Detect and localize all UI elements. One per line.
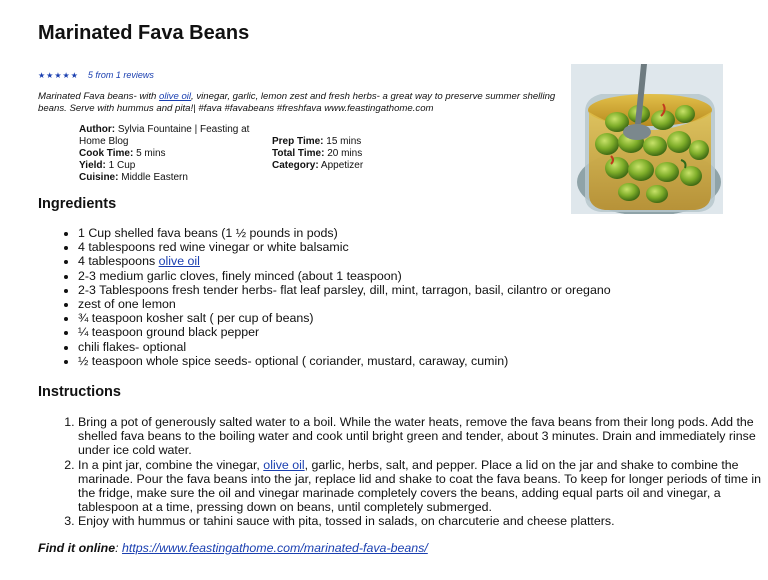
fava-beans-photo bbox=[571, 64, 723, 214]
recipe-description bbox=[38, 91, 558, 115]
jar-photo-icon bbox=[571, 64, 723, 214]
description-text-b: , vinegar, garlic, lemon zest and fresh herbs- a great way to preserve summer shelling beans. Serve with hummus and pita!| #fava #favabeans #freshfava www.feastingathome.com bbox=[38, 91, 556, 114]
ingredient-item: • 4 tablespoons red wine vinegar or white balsamic bbox=[78, 240, 738, 254]
find-online-separator: : bbox=[115, 541, 122, 555]
prep-time-label: Prep Time: bbox=[272, 136, 324, 147]
find-online-label: Find it online bbox=[38, 541, 116, 555]
total-time-label: Total Time: bbox=[272, 148, 325, 159]
yield-label: Yield: bbox=[79, 160, 106, 171]
ingredient-item: • zest of one lemon bbox=[78, 297, 738, 311]
rating-text: 5 from 1 reviews bbox=[87, 70, 154, 80]
instruction-text-b: , garlic, herbs, salt, and pepper. Place a lid on the jar and shake to combine the marinade. Pour the fava beans into the jar, replace lid and shake to coat the fava beans. To keep for longer periods of time in the fridge, make sure the oil and vinegar marinade completely covers the beans, adding equal parts oil and vinegar, a tablespoon at a time, pressing down on beans, until completely submerged. bbox=[78, 457, 762, 515]
instruction-step: 3. Enjoy with hummus or tahini sauce with pita, tossed in salads, on charcuterie and cheese platters. bbox=[78, 514, 768, 528]
yield-value: 1 Cup bbox=[108, 160, 136, 171]
ingredient-item: • ¾ teaspoon kosher salt ( per cup of beans) bbox=[78, 311, 738, 325]
ingredient-item: • chili flakes- optional bbox=[78, 340, 738, 354]
cook-time-label: Cook Time: bbox=[79, 148, 134, 159]
cuisine-value: Middle Eastern bbox=[121, 172, 188, 183]
author-row bbox=[79, 124, 264, 148]
instruction-text-a: In a pint jar, combine the vinegar, bbox=[78, 457, 264, 472]
cook-time-row bbox=[79, 148, 264, 160]
ingredient-item: • ½ teaspoon whole spice seeds- optional ( coriander, mustard, caraway, cumin) bbox=[78, 354, 738, 368]
find-it-online bbox=[38, 541, 428, 555]
category-label: Category: bbox=[272, 160, 319, 171]
ingredients-heading: Ingredients bbox=[38, 196, 117, 212]
star-icon: ★ bbox=[70, 70, 78, 80]
rating bbox=[38, 70, 154, 80]
olive-oil-link[interactable]: olive oil bbox=[158, 254, 200, 269]
recipe-meta-left bbox=[79, 124, 264, 184]
ingredient-item: • 2-3 medium garlic cloves, finely minced (about 1 teaspoon) bbox=[78, 269, 738, 283]
ingredient-text: 4 tablespoons bbox=[78, 254, 159, 269]
ingredient-item: • 1 Cup shelled fava beans (1 ½ pounds in pods) bbox=[78, 226, 738, 240]
instruction-step bbox=[78, 458, 768, 515]
cook-time-value: 5 mins bbox=[136, 148, 166, 159]
description-text-a: Marinated Fava beans- with bbox=[38, 91, 160, 102]
prep-time-row bbox=[272, 136, 472, 148]
yield-row bbox=[79, 160, 264, 172]
author-label: Author: bbox=[79, 124, 116, 135]
instructions-list bbox=[38, 415, 768, 529]
ingredient-item: • ¼ teaspoon ground black pepper bbox=[78, 325, 738, 339]
total-time-row bbox=[272, 148, 472, 160]
recipe-meta-right bbox=[272, 136, 472, 172]
recipe-url-link[interactable]: https://www.feastingathome.com/marinated-fava-beans/ bbox=[121, 541, 428, 555]
category-row bbox=[272, 160, 472, 172]
instruction-step: 1. Bring a pot of generously salted water to a boil. While the water heats, remove the fava beans from their long pods. Add the shelled fava beans to the boiling water and cook until bright green and tender, about 3 minutes. Drain and immediately rinse under ice cold water. bbox=[78, 415, 768, 458]
cuisine-label: Cuisine: bbox=[79, 172, 119, 183]
instructions-heading: Instructions bbox=[38, 384, 121, 400]
ingredients-list bbox=[38, 226, 738, 368]
cuisine-row bbox=[79, 172, 264, 184]
prep-time-value: 15 mins bbox=[326, 136, 362, 147]
recipe-title: Marinated Fava Beans bbox=[38, 22, 250, 44]
olive-oil-link[interactable]: olive oil bbox=[263, 457, 305, 472]
star-icon: ★ bbox=[46, 70, 54, 80]
olive-oil-link[interactable]: olive oil bbox=[159, 91, 192, 102]
total-time-value: 20 mins bbox=[327, 148, 363, 159]
ingredient-item: • 2-3 Tablespoons fresh tender herbs- flat leaf parsley, dill, mint, tarragon, basil, cilantro or oregano bbox=[78, 283, 738, 297]
rating-stars[interactable] bbox=[38, 71, 78, 80]
star-icon: ★ bbox=[62, 70, 70, 80]
star-icon: ★ bbox=[54, 70, 62, 80]
ingredient-item bbox=[78, 254, 738, 268]
category-value: Appetizer bbox=[320, 160, 364, 171]
author-value: Sylvia Fountaine | Feasting at Home Blog bbox=[79, 124, 250, 147]
star-icon: ★ bbox=[38, 70, 46, 80]
